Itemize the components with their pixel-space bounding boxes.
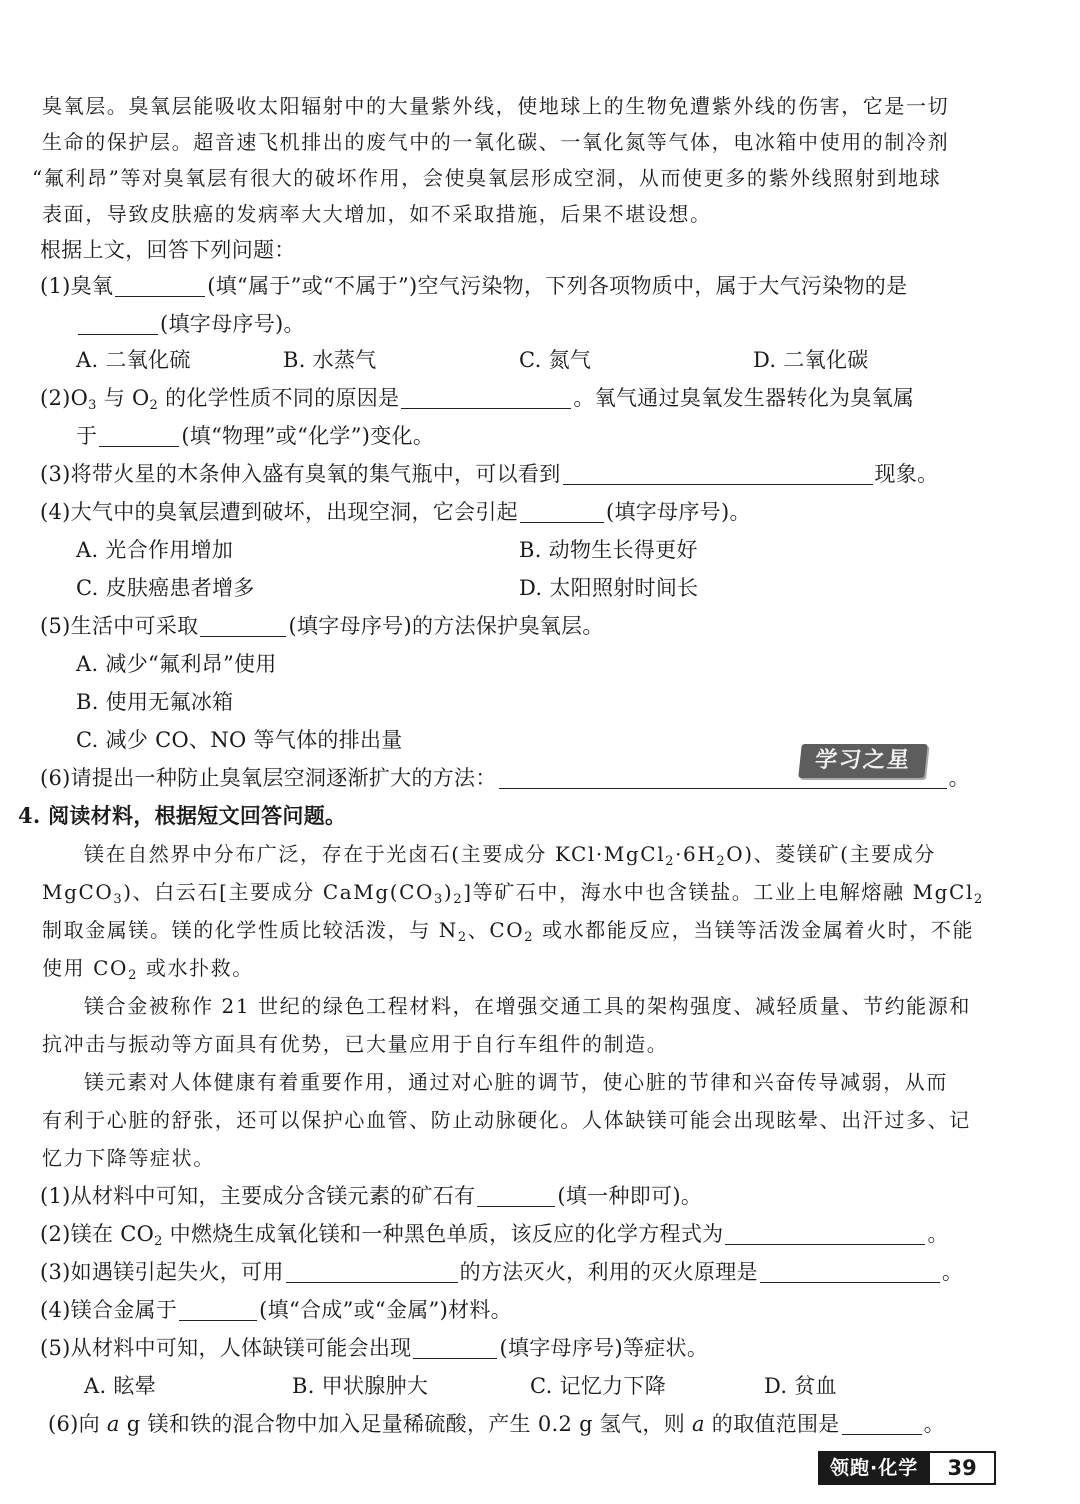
q3-item1-text-a: (1)臭氧 <box>40 274 114 298</box>
q4-para3-line2: 有利于心脏的舒张，还可以保护心血管、防止动脉硬化。人体缺镁可能会出现眩晕、出汗过多、记 <box>42 1108 971 1132</box>
q3-item1-line1 <box>40 267 1080 305</box>
answer-blank[interactable] <box>842 1410 922 1435</box>
q3-item1-text-c: (填字母序号)。 <box>160 312 305 336</box>
q3-item4-text-a: (4)大气中的臭氧层遭到破坏，出现空洞，它会引起 <box>40 500 518 524</box>
option-b: B. 水蒸气 <box>283 348 377 372</box>
watermark-logo: 学习之星 <box>798 744 928 778</box>
q4-para1-line3 <box>42 911 1080 949</box>
q3-item2-text-a: (2)O <box>40 386 89 410</box>
answer-blank[interactable] <box>401 384 571 409</box>
text-run: 中燃烧生成氧化镁和一种黑色单质，该反应的化学方程式为 <box>162 1222 724 1246</box>
option-d: D. 贫血 <box>764 1374 837 1398</box>
answer-blank[interactable] <box>115 272 205 297</box>
q4-item2 <box>40 1215 1080 1253</box>
option-b: B. 动物生长得更好 <box>519 538 698 562</box>
text-run: 或水扑救。 <box>137 956 254 980</box>
q4-item1 <box>40 1177 1080 1215</box>
q4-para3-line1: 镁元素对人体健康有着重要作用，通过对心脏的调节，使心脏的节律和兴奋传导减弱，从而 <box>84 1070 948 1094</box>
answer-blank[interactable] <box>200 612 286 637</box>
q3-item2-text-e: 于 <box>76 424 98 448</box>
answer-blank[interactable] <box>563 460 873 485</box>
text-run: )、白云石[主要成分 CaMg(CO <box>123 880 435 904</box>
q3-item2-text-b: 与 O <box>96 386 150 410</box>
text-run: (填一种即可)。 <box>557 1184 703 1208</box>
text-run: ) <box>443 880 454 904</box>
option-c: C. 减少 CO、NO 等气体的排出量 <box>76 728 403 752</box>
text-run: (填字母序号)等症状。 <box>499 1336 709 1360</box>
subscript: 2 <box>973 892 984 907</box>
q4-item6 <box>48 1405 1080 1443</box>
text-run: 、CO <box>467 918 525 942</box>
answer-blank[interactable] <box>520 498 604 523</box>
option-b: B. 使用无氟冰箱 <box>76 690 234 714</box>
text-run: (1)从材料中可知，主要成分含镁元素的矿石有 <box>40 1184 476 1208</box>
text-run: ·6H <box>675 842 717 866</box>
q3-item2-line1 <box>40 379 1080 417</box>
text-run: 使用 CO <box>42 956 129 980</box>
q4-para2-line1: 镁合金被称作 21 世纪的绿色工程材料，在增强交通工具的架构强度、减轻质量、节约能源和 <box>84 994 971 1018</box>
text-run: g 镁和铁的混合物中加入足量稀硫酸，产生 0.2 g 氢气，则 <box>119 1412 692 1436</box>
answer-blank[interactable] <box>725 1220 925 1245</box>
text-run: 或水都能反应，当镁等活泼金属着火时，不能 <box>534 918 975 942</box>
q3-item2-text-c: 的化学性质不同的原因是 <box>158 386 400 410</box>
q3-item4-text-b: (填字母序号)。 <box>605 500 751 524</box>
q4-para2-line2: 抗冲击与振动等方面具有优势，已大量应用于自行车组件的制造。 <box>42 1032 669 1056</box>
answer-blank[interactable] <box>179 1296 257 1321</box>
answer-blank[interactable] <box>413 1334 497 1359</box>
q3-item4-options-row1 <box>0 531 1080 569</box>
text-run: 的取值范围是 <box>704 1412 840 1436</box>
text-run: O)、菱镁矿(主要成分 <box>726 842 936 866</box>
q4-heading: 4. 阅读材料，根据短文回答问题。 <box>18 803 347 828</box>
q3-item2-line2 <box>76 417 1080 455</box>
option-c: C. 皮肤癌患者增多 <box>76 576 255 600</box>
option-a: A. 减少“氟利昂”使用 <box>76 652 277 676</box>
text-run: (4)镁合金属于 <box>40 1298 178 1322</box>
option-a: A. 光合作用增加 <box>76 538 234 562</box>
option-c: C. 氮气 <box>519 348 592 372</box>
option-b: B. 甲状腺肿大 <box>292 1374 429 1398</box>
footer-title: 领跑·化学 <box>818 1451 930 1485</box>
answer-blank[interactable] <box>286 1258 458 1283</box>
q3-item1-text-b: (填“属于”或“不属于”)空气污染物，下列各项物质中，属于大气污染物的是 <box>207 274 908 298</box>
text-run: MgCO <box>42 880 114 904</box>
text-run: (5)从材料中可知，人体缺镁可能会出现 <box>40 1336 412 1360</box>
page-number: 39 <box>930 1451 996 1485</box>
subscript: 2 <box>154 1234 163 1249</box>
passage-line-3: “氟利昂”等对臭氧层有很大的破坏作用，会使臭氧层形成空洞，从而使更多的紫外线照射到地球 <box>32 166 942 190</box>
q4-para1-line4 <box>42 949 1080 987</box>
q3-item1-line2 <box>76 305 1080 343</box>
variable-a: a <box>691 1412 705 1436</box>
option-d: D. 二氧化碳 <box>753 348 869 372</box>
passage-line-2: 生命的保护层。超音速飞机排出的废气中的一氧化碳、一氧化氮等气体，电冰箱中使用的制冷剂 <box>42 130 950 154</box>
q3-item5-text-a: (5)生活中可采取 <box>40 614 199 638</box>
option-a: A. 眩晕 <box>84 1374 157 1398</box>
subscript: 2 <box>149 398 159 413</box>
page-footer <box>818 1451 996 1485</box>
text-run: ]等矿石中，海水中也含镁盐。工业上电解熔融 MgCl <box>463 880 974 904</box>
q3-item6-text-b: 。 <box>948 766 970 790</box>
text-run: (3)如遇镁引起失火，可用 <box>40 1260 284 1284</box>
subscript: 2 <box>453 892 464 907</box>
text-run: (填“合成”或“金属”)材料。 <box>259 1298 512 1322</box>
passage-line-1: 臭氧层。臭氧层能吸收太阳辐射中的大量紫外线，使地球上的生物免遭紫外线的伤害，它是一切 <box>42 94 950 118</box>
text-run: 制取金属镁。镁的化学性质比较活泼，与 N <box>42 918 458 942</box>
subscript: 2 <box>457 930 468 945</box>
q3-item4-options-row2 <box>0 569 1080 607</box>
subscript: 2 <box>524 930 535 945</box>
subscript: 2 <box>128 968 138 983</box>
q4-item3 <box>40 1253 1080 1291</box>
subscript: 2 <box>665 854 676 869</box>
answer-blank[interactable] <box>760 1258 940 1283</box>
q4-item5-options <box>0 1367 1080 1405</box>
text-run: 。 <box>923 1412 945 1436</box>
q3-item5-text-b: (填字母序号)的方法保护臭氧层。 <box>288 614 604 638</box>
answer-blank[interactable] <box>477 1182 555 1207</box>
q4-item4 <box>40 1291 1080 1329</box>
q4-para1-line2 <box>42 873 1080 911</box>
option-c: C. 记忆力下降 <box>530 1374 667 1398</box>
answer-blank[interactable] <box>99 422 179 447</box>
subscript: 3 <box>113 892 124 907</box>
q3-item4 <box>40 493 1080 531</box>
text-run: (2)镁在 CO <box>40 1222 155 1246</box>
text-run: 镁在自然界中分布广泛，存在于光卤石(主要成分 KCl·MgCl <box>84 842 666 866</box>
question-prompt: 根据上文，回答下列问题： <box>40 238 296 262</box>
option-a: A. 二氧化硫 <box>76 348 191 372</box>
q3-item3-text-b: 现象。 <box>874 462 939 486</box>
q4-para1-line1 <box>84 835 1080 873</box>
q3-item2-text-d: 。氧气通过臭氧发生器转化为臭氧属 <box>573 386 915 410</box>
text-run: 。 <box>927 1222 949 1246</box>
q3-item6-text-a: (6)请提出一种防止臭氧层空洞逐渐扩大的方法： <box>40 766 497 790</box>
variable-a: a <box>106 1412 120 1436</box>
q4-item5 <box>40 1329 1080 1367</box>
q3-item1-options <box>0 341 1080 379</box>
passage-line-4: 表面，导致皮肤癌的发病率大大增加，如不采取措施，后果不堪设想。 <box>42 202 712 226</box>
q3-item2-text-f: (填“物理”或“化学”)变化。 <box>181 424 435 448</box>
subscript: 3 <box>434 892 444 907</box>
text-run: 。 <box>941 1260 964 1284</box>
text-run: 的方法灭火，利用的灭火原理是 <box>459 1260 758 1284</box>
option-d: D. 太阳照射时间长 <box>519 576 699 600</box>
q3-item3-text-a: (3)将带火星的木条伸入盛有臭氧的集气瓶中，可以看到 <box>40 462 561 486</box>
subscript: 3 <box>88 398 97 413</box>
answer-blank[interactable] <box>78 310 158 335</box>
q4-para3-line3: 忆力下降等症状。 <box>42 1146 215 1170</box>
text-run: (6)向 <box>48 1412 107 1436</box>
q3-item3 <box>40 455 1080 493</box>
subscript: 2 <box>716 854 727 869</box>
q3-item5 <box>40 607 1080 645</box>
